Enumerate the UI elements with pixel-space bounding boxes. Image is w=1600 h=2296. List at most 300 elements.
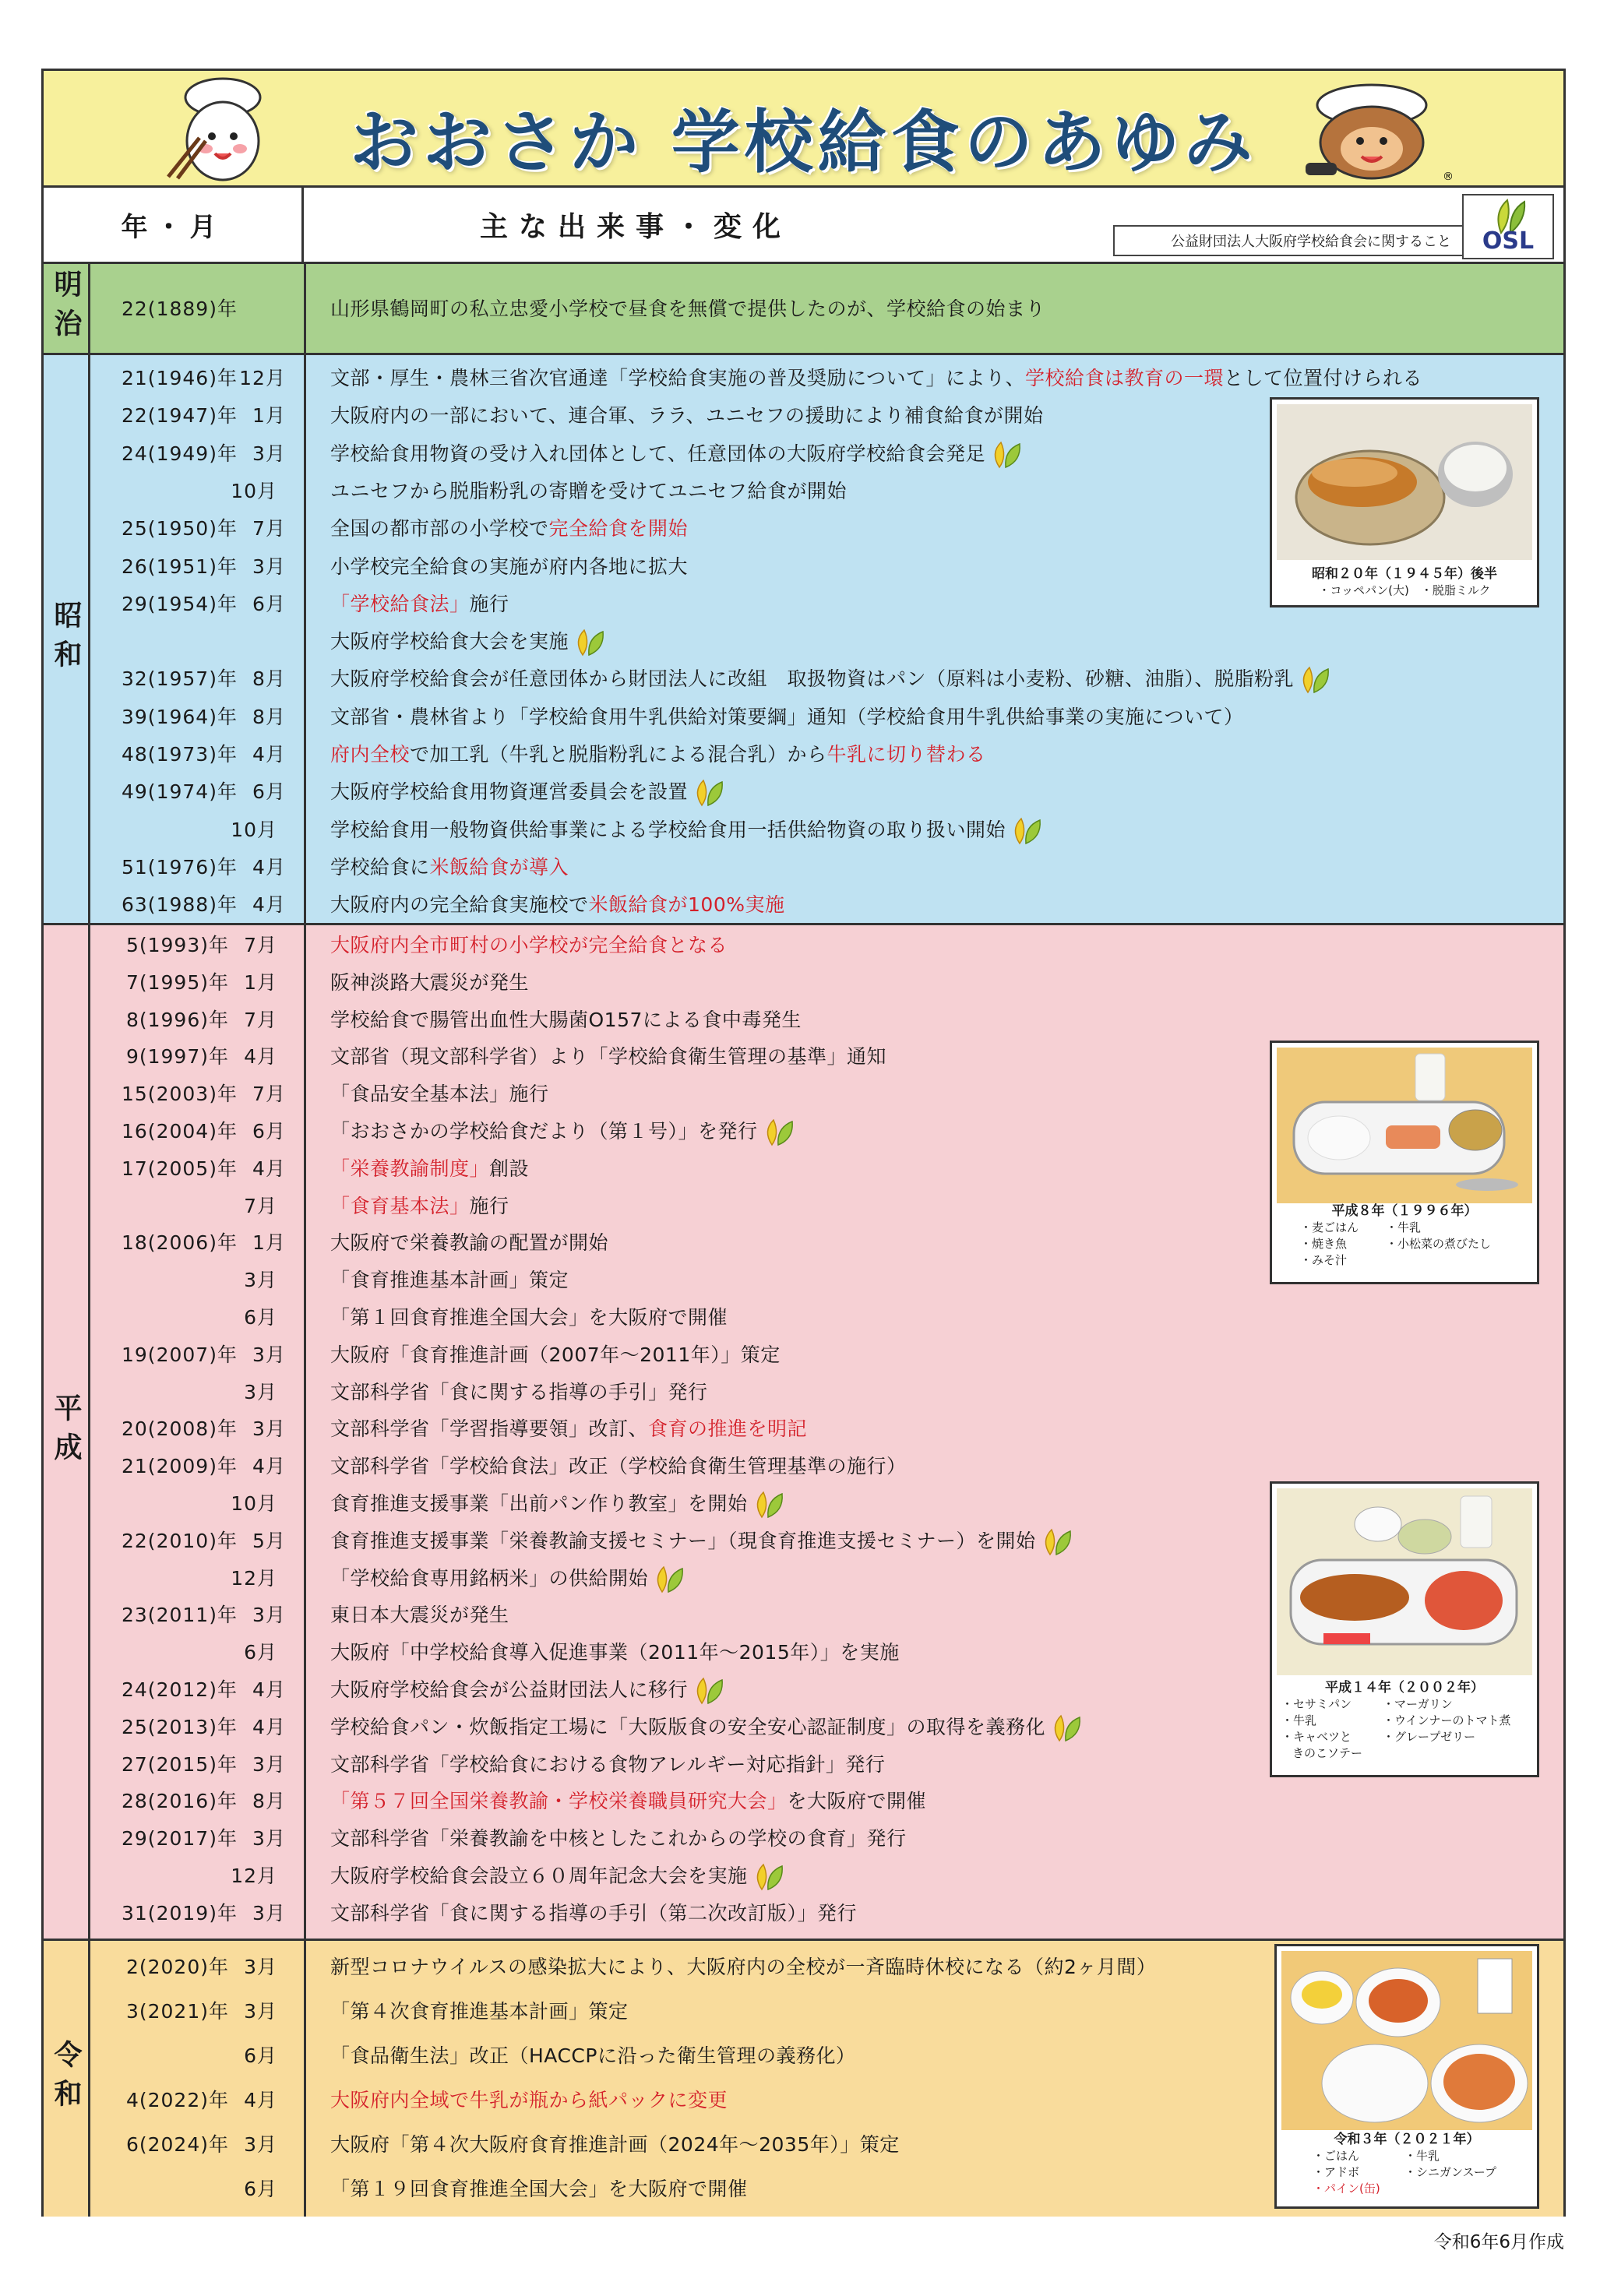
row-year: 28(2016)年 [122,1790,238,1813]
timeline-row [44,812,1563,849]
event-text: 学校給食で腸管出血性大腸菌O157による食中毒発生 [330,1008,802,1031]
row-month: 6月 [244,2178,277,2200]
row-event [330,1523,1073,1560]
lunch-image-coppe-bread-milk [1277,404,1532,560]
row-month: 3月 [244,1269,277,1292]
row-month: 1月 [252,404,286,428]
row-month: 7月 [244,1008,277,1031]
event-text: 学校給食に [330,855,430,879]
event-text: 「食育推進基本計画」策定 [330,1269,569,1292]
row-month: 4月 [252,855,286,879]
event-highlight-text: 「学校給食法」 [330,592,470,615]
row-event [330,1299,728,1336]
timeline-row [44,1336,1563,1374]
row-event [330,1448,907,1485]
row-year-month [122,291,277,328]
event-text: 大阪府で栄養教諭の配置が開始 [330,1231,609,1255]
timeline-row [44,886,1563,924]
row-event [330,1820,907,1858]
row-year-month [122,2037,277,2075]
row-year-month [122,1783,286,1820]
timeline-row [44,699,1563,736]
row-event [330,360,1422,397]
row-month: 4月 [252,1157,286,1180]
row-month: 4月 [244,1045,277,1069]
event-highlight-text: 「栄養教諭制度」 [330,1157,490,1180]
event-text: 文部・厚生・農林三省次官通達「学校給食実施の普及奨励について」により、 [330,367,1026,389]
event-text: 「第１９回食育推進全国大会」を大阪府で開催 [330,2178,748,2200]
row-year-month [122,1374,277,1411]
row-year-month [122,1895,286,1932]
row-year: 63(1988)年 [122,893,238,917]
row-event [330,1709,1083,1746]
photo-caption [1277,1203,1532,1269]
row-year: 48(1973)年 [122,743,238,766]
row-year-month [122,736,286,773]
row-month: 4月 [252,1678,286,1701]
era-label: 明治 [44,264,90,353]
osl-leaf-icon [1009,817,1043,845]
row-year: 17(2005)年 [122,1157,238,1180]
page-title: おおさか 学校給食のあゆみ [350,102,1257,182]
row-year-month [122,2171,277,2208]
row-year: 51(1976)年 [122,855,238,879]
event-text: 文部科学省「学校給食における食物アレルギー対応指針」発行 [330,1752,886,1776]
timeline-row [44,660,1563,698]
row-event [330,1671,725,1709]
event-text: 食育推進支援事業「栄養教諭支援セミナー」（現食育推進支援セミナー）を開始 [330,1529,1036,1552]
osl-leaf-icon [989,441,1023,469]
row-year-month [122,964,277,1002]
row-year: 21(2009)年 [122,1455,238,1478]
row-event [330,849,569,886]
row-event [330,1336,781,1374]
event-text: ユニセフから脱脂粉乳の寄贈を受けてユニセフ給食が開始 [330,479,848,502]
event-highlight-text: 大阪府内全域で牛乳が瓶から紙パックに変更 [330,2089,728,2111]
timeline-row [44,1374,1563,1411]
row-year-month [122,1336,286,1374]
timeline-row [44,1002,1563,1039]
row-year-month [122,1709,286,1746]
row-event [330,1224,608,1262]
row-year-month [122,1262,277,1299]
row-year-month [122,699,286,736]
row-month: 10月 [231,1492,277,1515]
row-month: 5月 [252,1529,286,1552]
row-month: 6月 [244,1306,277,1329]
row-year-month [122,473,277,510]
row-year-month [122,1746,286,1784]
row-year-month [122,586,286,623]
event-text: 文部省（現文部科学省）より「学校給食衛生管理の基準」通知 [330,1045,887,1069]
row-year: 25(2013)年 [122,1715,238,1738]
event-text: 大阪府「食育推進計画（2007年～2011年）」策定 [330,1343,781,1366]
row-year-month [122,623,277,660]
row-month: 10月 [231,479,277,502]
osl-leaf-icon [1048,1714,1083,1742]
row-month: 7月 [252,1083,286,1106]
event-text: 山形県鶴岡町の私立忠愛小学校で昼食を無償で提供したのが、学校給食の始まり [330,298,1046,320]
row-month: 3月 [252,1343,286,1366]
row-event [330,736,986,773]
row-year: 39(1964)年 [122,705,238,728]
event-text: 大阪府学校給食会が任意団体から財団法人に改組 取扱物資はパン（原料は小麦粉、砂糖、油脂）、脱脂粉乳 [330,667,1295,691]
column-header-events: 主な出来事・変化 [480,211,792,243]
row-year-month [122,773,286,811]
osl-leaf-icon [1297,666,1331,694]
row-year-month [122,397,286,435]
row-year: 15(2003)年 [122,1083,238,1106]
row-event [330,2126,900,2164]
row-event [330,1993,629,2030]
row-event [330,1374,708,1411]
row-year-month [122,548,286,586]
osl-logo-text: OSL [1482,227,1535,255]
row-event [330,1002,802,1039]
timeline-row [44,1895,1563,1932]
event-text: 全国の都市部の小学校で [330,517,549,541]
row-event [330,1746,885,1784]
row-year: 21(1946)年 [122,367,238,389]
row-event [330,1560,685,1597]
row-event [330,964,529,1002]
event-text: 大阪府内の一部において、連合軍、ララ、ユニセフの援助により補食給食が開始 [330,404,1044,428]
row-month: 1月 [244,970,277,994]
row-year: 31(2019)年 [122,1901,238,1924]
row-year: 16(2004)年 [122,1120,238,1143]
row-month: 4月 [252,1455,286,1478]
row-year-month [122,1858,277,1895]
row-year: 20(2008)年 [122,1417,238,1441]
event-text: 「食品安全基本法」施行 [330,1083,549,1106]
row-event [330,1485,785,1523]
osl-leaf-icon [572,629,606,657]
row-year-month [122,1113,286,1150]
event-text: 施行 [469,592,509,615]
timeline-row [44,736,1563,773]
row-event [330,2037,855,2075]
row-year-month [122,1002,277,1039]
event-text: を大阪府で開催 [787,1790,927,1813]
row-event [330,291,1045,328]
row-event [330,1895,857,1932]
row-year: 18(2006)年 [122,1231,238,1255]
osl-leaf-icon [751,1863,785,1891]
row-month: 3月 [252,442,286,465]
row-year-month [122,1410,286,1448]
row-event [330,623,606,660]
row-year: 8(1996)年 [125,1008,229,1031]
row-month: 6月 [252,592,286,615]
table-header [44,188,1563,264]
row-event [330,1597,509,1634]
event-text: 文部科学省「栄養教諭を中核としたこれからの学校の食育」発行 [330,1827,907,1851]
row-month: 8月 [252,705,286,728]
event-text: 文部科学省「学校給食法」改正（学校給食衛生管理基準の施行） [330,1455,907,1478]
event-text: で加工乳（牛乳と脱脂粉乳による混合乳）から [410,743,827,766]
event-text: 大阪府「第４次大阪府食育推進計画（2024年～2035年）」策定 [330,2133,900,2156]
row-year: 32(1957)年 [122,667,238,691]
row-year: 4(2022)年 [125,2089,229,2111]
lunch-photo-1996 [1270,1041,1539,1284]
row-year-month [122,927,277,964]
row-year: 26(1951)年 [122,555,238,578]
row-event [330,1262,569,1299]
photo-caption [1277,1680,1532,1762]
row-year: 5(1993)年 [125,934,229,956]
caption-items: ・ごはん ・牛乳 ・アドボ ・シニガンスープ ・パイン(缶) [1313,2149,1497,2196]
row-year-month [122,1993,277,2030]
event-highlight-text: 米飯給食が導入 [429,855,569,879]
row-year-month [122,1949,277,1986]
row-month: 3月 [244,1380,277,1403]
row-year-month [122,1150,286,1188]
caption-title: 平成８年（１９９６年） [1331,1203,1478,1219]
timeline-row [44,291,1563,328]
event-text: 「第１回食育推進全国大会」を大阪府で開催 [330,1306,728,1329]
lunch-photo-1945 [1270,397,1539,607]
era-label: 昭和 [44,355,90,923]
row-year-month [122,1485,277,1523]
lunch-photo-2021 [1274,1944,1539,2209]
lunch-image-sesame-bread [1277,1488,1532,1675]
caption-items: ・麦ごはん ・牛乳 ・焼き魚 ・小松菜の煮びたし ・みそ汁 [1300,1220,1492,1267]
row-year-month [122,1597,286,1634]
row-month: 4月 [252,1715,286,1738]
row-year: 2(2020)年 [125,1956,229,1978]
row-event [330,1858,785,1895]
row-year-month [122,510,286,548]
era-label: 平成 [44,925,90,1939]
osl-leaf-icon [751,1491,785,1519]
event-text: 東日本大震災が発生 [330,1604,509,1627]
event-text: 阪神淡路大震災が発生 [330,970,530,994]
event-text: 小学校完全給食の実施が府内各地に拡大 [330,555,689,578]
column-header-year-month: 年・月 [44,188,304,262]
row-event [330,773,725,811]
event-text: 大阪府学校給食用物資運営委員会を設置 [330,780,689,804]
row-month: 8月 [252,1790,286,1813]
row-year-month [122,1523,286,1560]
row-event [330,660,1331,698]
timeline-row [44,1858,1563,1895]
row-year: 29(2017)年 [122,1827,238,1851]
event-text: 大阪府内の完全給食実施校で [330,893,589,917]
row-year-month [122,886,286,924]
row-year: 19(2007)年 [122,1343,238,1366]
photo-caption [1281,2132,1532,2197]
event-highlight-text: 「食育基本法」 [330,1194,470,1217]
row-event [330,2171,748,2208]
row-year: 7(1995)年 [125,970,229,994]
timeline-row [44,1448,1563,1485]
row-month: 3月 [252,555,286,578]
timeline-row [44,773,1563,811]
row-year: 6(2024)年 [125,2133,229,2156]
event-highlight-text: 食育の推進を明記 [648,1417,808,1441]
row-month: 6月 [252,1120,286,1143]
row-year-month [122,660,286,698]
row-year-month [122,1560,277,1597]
event-text: 新型コロナウイルスの感染拡大により、大阪府内の全校が一斉臨時休校になる（約2ヶ月間） [330,1956,1157,1978]
title-bar [44,71,1563,188]
row-event [330,1634,900,1671]
mascot-right-illustration [1290,79,1454,184]
era-label: 令和 [44,1941,90,2217]
row-month: 3月 [252,1827,286,1851]
row-year-month [122,1671,286,1709]
row-month: 12月 [231,1566,277,1590]
event-text: 文部科学省「学習指導要領」改訂、 [330,1417,649,1441]
osl-leaf-icon [1039,1528,1073,1556]
event-text: 大阪府学校給食会が公益財団法人に移行 [330,1678,689,1701]
timeline-row [44,1410,1563,1448]
row-month: 6月 [244,1641,277,1664]
row-year-month [122,1076,286,1113]
row-year-month [122,1299,277,1336]
row-event [330,435,1023,473]
row-year-month [122,2126,277,2164]
row-event [330,1150,529,1188]
row-year: 24(1949)年 [122,442,238,465]
event-highlight-text: 府内全校 [330,743,411,766]
row-event [330,2082,728,2119]
row-year: 49(1974)年 [122,780,238,804]
row-year-month [122,1448,286,1485]
event-text: 大阪府学校給食会設立６０周年記念大会を実施 [330,1865,748,1887]
row-event [330,586,509,623]
row-event [330,699,1244,736]
row-year-month [122,1820,286,1858]
row-month: 12月 [239,367,286,389]
row-year: 22(1889)年 [122,298,238,320]
row-event [330,397,1044,435]
row-month: 3月 [252,1752,286,1776]
osl-leaf-icon [691,779,725,807]
event-highlight-text: 完全給食を開始 [548,517,689,541]
row-month: 6月 [244,2044,277,2067]
row-month: 3月 [252,1604,286,1627]
osl-leaf-icon [761,1118,795,1146]
event-text: 食育推進支援事業「出前パン作り教室」を開始 [330,1492,748,1515]
event-highlight-text: 大阪府内全市町村の小学校が完全給食となる [330,934,728,956]
row-year-month [122,1188,277,1225]
timeline-row [44,1820,1563,1858]
row-year-month [122,435,286,473]
event-text: 「食品衛生法」改正（HACCPに沿った衛生管理の義務化） [330,2044,856,2067]
row-event [330,1949,1156,1986]
lunch-image-rice-fish-miso [1277,1048,1532,1203]
row-event [330,886,785,924]
caption-title: 令和３年（２０２１年） [1334,2132,1480,2147]
event-highlight-text: 米飯給食が100%実施 [588,893,785,917]
row-year: 23(2011)年 [122,1604,238,1627]
era-meiji [44,264,1563,355]
row-month: 10月 [231,818,277,841]
created-date: 令和6年6月作成 [1433,2232,1564,2252]
row-month: 3月 [244,2000,277,2023]
photo-caption [1277,566,1532,599]
row-year-month [122,360,286,397]
row-event [330,812,1043,849]
row-year-month [122,1038,277,1076]
row-event [330,1410,807,1448]
row-event [330,548,688,586]
row-year: 3(2021)年 [125,2000,229,2023]
lunch-photo-2002 [1270,1481,1539,1777]
event-text: 大阪府「中学校給食導入促進事業（2011年～2015年）」を実施 [330,1641,900,1664]
row-year-month [122,1634,277,1671]
row-month: 4月 [252,743,286,766]
caption-title: 昭和２０年（１９４５年）後半 [1312,566,1497,582]
event-text: 文部科学省「食に関する指導の手引（第二次改訂版）」発行 [330,1901,858,1924]
event-highlight-text: 「第５７回全国栄養教諭・学校栄養職員研究大会」 [330,1790,788,1813]
timeline-row [44,849,1563,886]
event-text: 学校給食パン・炊飯指定工場に「大阪版食の安全安心認証制度」の取得を義務化 [330,1715,1046,1738]
row-month: 12月 [231,1865,277,1887]
row-event [330,1076,549,1113]
row-year: 22(2010)年 [122,1529,238,1552]
event-highlight-text: 牛乳に切り替わる [826,743,986,766]
row-year: 29(1954)年 [122,592,238,615]
event-text: 文部科学省「食に関する指導の手引」発行 [330,1380,708,1403]
row-year-month [122,849,286,886]
svg-text:®: ® [1443,171,1454,183]
osl-legend-note [1113,225,1509,256]
row-year-month [122,1224,286,1262]
event-text: 「おおさかの学校給食だより（第１号）」を発行 [330,1120,758,1143]
event-text: 文部省・農林省より「学校給食用牛乳供給対策要綱」通知（学校給食用牛乳供給事業の実施について） [330,705,1244,728]
row-month: 4月 [252,893,286,917]
osl-legend-text: 公益財団法人大阪府学校給食会に関すること [1171,234,1451,250]
row-event [330,1188,509,1225]
row-year-month [122,2082,277,2119]
row-month: 1月 [252,1231,286,1255]
row-year: 25(1950)年 [122,517,238,541]
event-highlight-text: 学校給食は教育の一環 [1025,367,1225,389]
row-month: 8月 [252,667,286,691]
row-event [330,927,728,964]
row-month: 6月 [252,780,286,804]
row-month: 4月 [244,2089,277,2111]
osl-leaf-icon [651,1565,685,1593]
row-month: 3月 [252,1417,286,1441]
row-event [330,473,847,510]
caption-items: ・コッペパン(大) ・脱脂ミルク [1318,583,1491,597]
row-year: 9(1997)年 [125,1045,229,1069]
row-event [330,510,688,548]
caption-title: 平成１４年（２００２年） [1325,1680,1484,1696]
row-year-month [122,812,277,849]
timeline-row [44,964,1563,1002]
row-month: 3月 [244,2133,277,2156]
timeline-row [44,1299,1563,1336]
event-text: 学校給食用物資の受け入れ団体として、任意団体の大阪府学校給食会発足 [330,442,986,465]
timeline-row [44,1783,1563,1820]
osl-logo [1462,194,1554,259]
row-event [330,1783,926,1820]
row-month: 7月 [252,517,286,541]
lunch-image-rice-adobo [1281,1951,1532,2130]
event-text: として位置付けられる [1224,367,1423,389]
timeline-row [44,927,1563,964]
event-text: 施行 [469,1194,509,1217]
event-text: 大阪府学校給食大会を実施 [330,630,569,653]
row-event [330,1038,886,1076]
row-year: 22(1947)年 [122,404,238,428]
event-text: 創設 [489,1157,530,1180]
event-text: 「学校給食専用銘柄米」の供給開始 [330,1566,649,1590]
